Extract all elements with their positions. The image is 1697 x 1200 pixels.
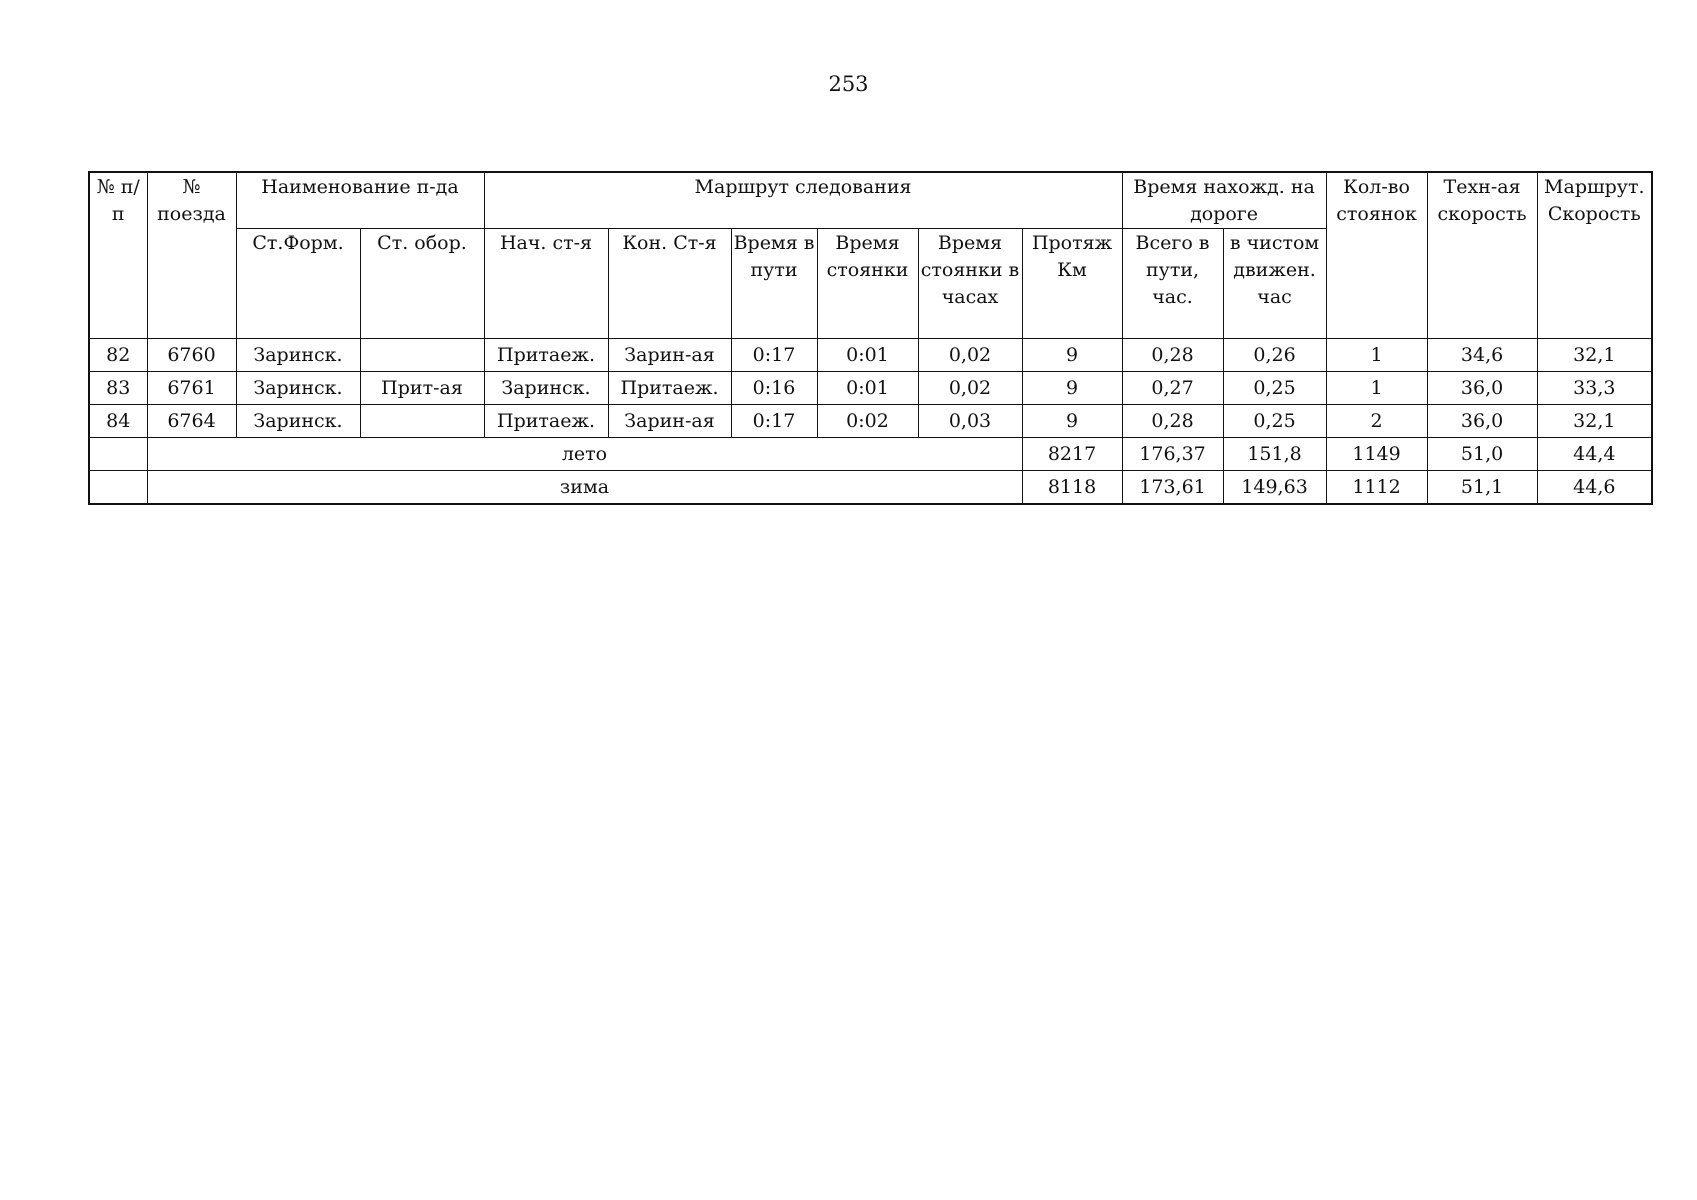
table-cell: 0:16 xyxy=(731,372,817,405)
header-net-motion: в чистом движен. час xyxy=(1223,229,1326,339)
header-st-obor: Ст. обор. xyxy=(360,229,484,339)
table-cell: 82 xyxy=(89,339,147,372)
table-cell: 0,25 xyxy=(1223,372,1326,405)
table-cell: 36,0 xyxy=(1427,405,1537,438)
header-time-on-road: Время нахожд. на дороге xyxy=(1122,172,1326,229)
table-cell: 36,0 xyxy=(1427,372,1537,405)
table-cell: 8217 xyxy=(1022,438,1122,471)
table-cell: 0:01 xyxy=(817,372,918,405)
header-route: Маршрут следования xyxy=(484,172,1122,229)
table-cell: 6760 xyxy=(147,339,236,372)
table-cell: Заринск. xyxy=(236,372,360,405)
table-cell: 51,0 xyxy=(1427,438,1537,471)
header-stop-time: Время стоянки xyxy=(817,229,918,339)
table-cell: 0:17 xyxy=(731,339,817,372)
header-tech-speed: Техн-ая скорость xyxy=(1427,172,1537,339)
header-st-form: Ст.Форм. xyxy=(236,229,360,339)
header-start-station: Нач. ст-я xyxy=(484,229,608,339)
table-cell xyxy=(360,339,484,372)
table-cell: 83 xyxy=(89,372,147,405)
table-cell: Заринск. xyxy=(484,372,608,405)
table-cell: 2 xyxy=(1326,405,1427,438)
table-cell: Притаеж. xyxy=(484,405,608,438)
table-cell: Притаеж. xyxy=(484,339,608,372)
table-cell: 0,02 xyxy=(918,372,1022,405)
table-cell: 149,63 xyxy=(1223,471,1326,505)
table-cell: 32,1 xyxy=(1537,339,1652,372)
table-cell: 1112 xyxy=(1326,471,1427,505)
header-route-speed: Маршрут. Скорость xyxy=(1537,172,1652,339)
totals-row-summer xyxy=(89,438,1652,471)
table-cell: Заринск. xyxy=(236,339,360,372)
table-cell-empty xyxy=(89,438,147,471)
table-cell: Зарин-ая xyxy=(608,405,731,438)
table-cell: 0,03 xyxy=(918,405,1022,438)
table-cell: 1 xyxy=(1326,339,1427,372)
table-cell: 0,25 xyxy=(1223,405,1326,438)
totals-row-winter xyxy=(89,471,1652,505)
table-cell: 33,3 xyxy=(1537,372,1652,405)
table-cell: 34,6 xyxy=(1427,339,1537,372)
header-length-km: Протяж Км xyxy=(1022,229,1122,339)
header-end-station: Кон. Ст-я xyxy=(608,229,731,339)
header-stops-count: Кол-во стоянок xyxy=(1326,172,1427,339)
table-cell: 173,61 xyxy=(1122,471,1223,505)
header-row-num: № п/п xyxy=(89,172,147,339)
header-train-num: № поезда xyxy=(147,172,236,339)
table-cell: 44,6 xyxy=(1537,471,1652,505)
table-cell: 1 xyxy=(1326,372,1427,405)
route-table xyxy=(88,171,1653,505)
table-cell: Притаеж. xyxy=(608,372,731,405)
table-cell: 0,26 xyxy=(1223,339,1326,372)
table-cell: 9 xyxy=(1022,405,1122,438)
table-cell: 6764 xyxy=(147,405,236,438)
table-cell: 0,28 xyxy=(1122,339,1223,372)
table-cell: Заринск. xyxy=(236,405,360,438)
table-cell: 0,27 xyxy=(1122,372,1223,405)
table-cell: 0,02 xyxy=(918,339,1022,372)
table-cell: 32,1 xyxy=(1537,405,1652,438)
table-cell: 44,4 xyxy=(1537,438,1652,471)
header-total-travel: Всего в пути, час. xyxy=(1122,229,1223,339)
header-stop-time-hours: Время стоянки в часах xyxy=(918,229,1022,339)
table-cell: 9 xyxy=(1022,372,1122,405)
table-row xyxy=(89,372,1652,405)
header-train-name: Наименование п-да xyxy=(236,172,484,229)
table-cell: 151,8 xyxy=(1223,438,1326,471)
table-cell: Зарин-ая xyxy=(608,339,731,372)
table-cell: 6761 xyxy=(147,372,236,405)
table-cell: 0,28 xyxy=(1122,405,1223,438)
table-cell: 51,1 xyxy=(1427,471,1537,505)
table-row xyxy=(89,339,1652,372)
table-cell: 0:17 xyxy=(731,405,817,438)
totals-label: зима xyxy=(147,471,1022,505)
header-row-1 xyxy=(89,172,1652,229)
table-cell: 9 xyxy=(1022,339,1122,372)
table-row xyxy=(89,405,1652,438)
header-travel-time: Время в пути xyxy=(731,229,817,339)
table-cell: Прит-ая xyxy=(360,372,484,405)
page-number: 253 xyxy=(828,72,869,96)
table-cell: 0:01 xyxy=(817,339,918,372)
table-cell-empty xyxy=(89,471,147,505)
table-cell: 0:02 xyxy=(817,405,918,438)
table-cell: 8118 xyxy=(1022,471,1122,505)
table-cell: 176,37 xyxy=(1122,438,1223,471)
totals-label: лето xyxy=(147,438,1022,471)
table-cell xyxy=(360,405,484,438)
table-cell: 84 xyxy=(89,405,147,438)
table-cell: 1149 xyxy=(1326,438,1427,471)
